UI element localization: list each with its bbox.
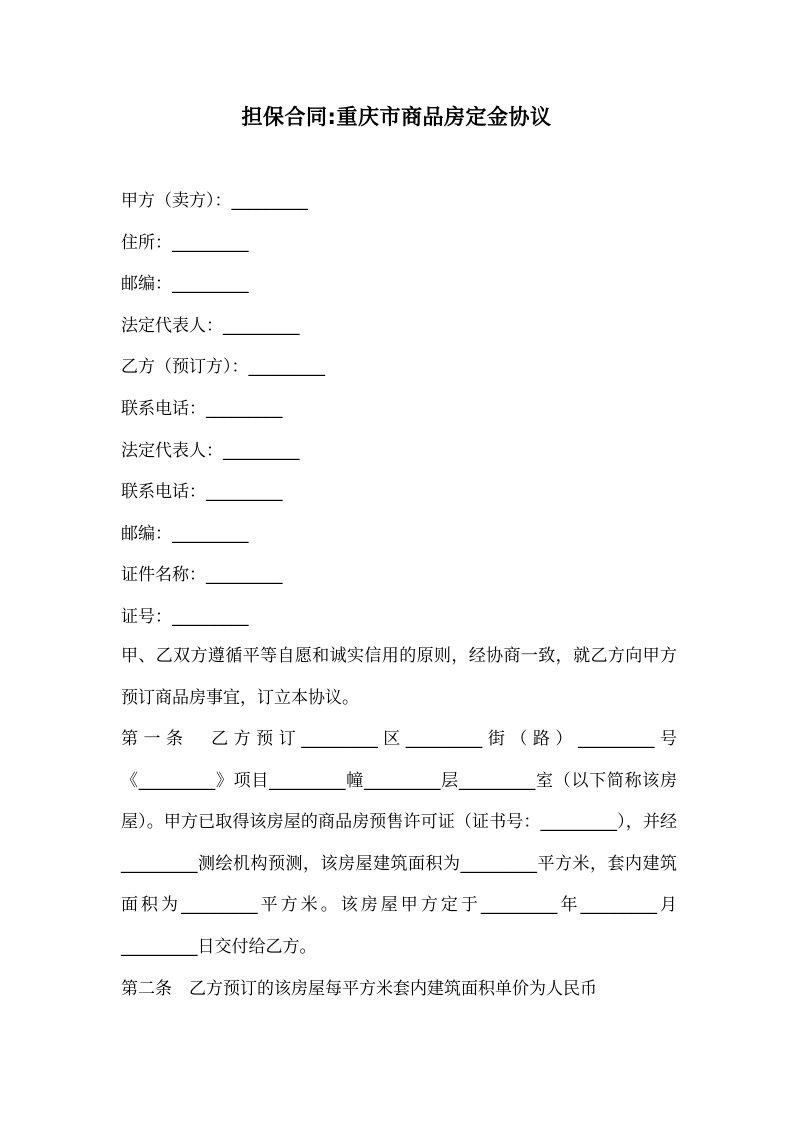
contact-phone-field: 联系电话：_________ (121, 482, 283, 503)
id-number-field: 证号：_________ (121, 606, 249, 627)
seller-postcode-field: 邮编：_________ (121, 274, 249, 295)
buyer-postcode-field: 邮编：_________ (121, 523, 249, 544)
party-info-list (121, 184, 681, 642)
buyer-phone-field: 联系电话：_________ (121, 398, 283, 419)
document-title: 担保合同:重庆市商品房定金协议 (241, 105, 552, 129)
seller-address-field: 住所：_________ (121, 232, 249, 253)
id-type-field: 证件名称：_________ (121, 565, 283, 586)
article-2-paragraph: 第二条 乙方预订的该房屋每平方米套内建筑面积单价为人民币 (121, 979, 597, 999)
buyer-field: 乙方（预订方）：_________ (121, 357, 325, 378)
intro-paragraph: 甲、乙双方遵循平等自愿和诚实信用的原则，经协商一致，就乙方向甲方预订商品房事宜，订立本协议。 (121, 646, 677, 708)
article-1-paragraph: 第一条 乙方预订_________区_________街（路）_________号《_________》项目_________幢_________层_________室（以下简称该房屋）。甲方已取得该房屋的商品房预售许可证（证书号：_________），并经_________测绘机构预测，该房屋建筑面积为_________平方米，套内建筑面积为_________平方米。该房屋甲方定于_________年_________月_________日交付给乙方。 (121, 729, 677, 957)
seller-legal-rep-field: 法定代表人：_________ (121, 315, 300, 336)
buyer-legal-rep-field: 法定代表人：_________ (121, 440, 300, 461)
seller-field: 甲方（卖方）：_________ (121, 191, 308, 211)
